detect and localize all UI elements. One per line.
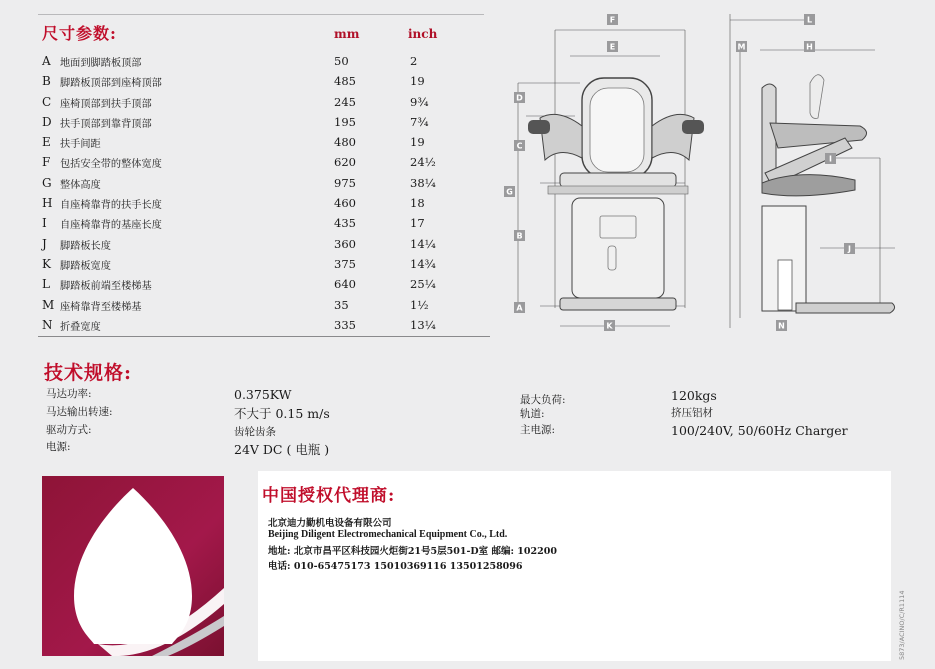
dimension-label: 脚踏板顶部到座椅顶部 xyxy=(60,78,162,90)
table-row xyxy=(42,296,482,316)
dimension-label: 座椅靠背至楼梯基 xyxy=(60,301,142,313)
table-row xyxy=(42,194,482,214)
power-label: 电源: xyxy=(46,441,71,453)
dimension-mm: 375 xyxy=(334,256,356,271)
dimension-inch: 1½ xyxy=(410,297,429,312)
dimension-inch: 13¼ xyxy=(410,317,436,332)
table-bottom-rule xyxy=(38,336,490,337)
dimension-inch: 14¼ xyxy=(410,236,436,251)
dimension-inch: 38¼ xyxy=(410,175,436,190)
motor-power-label: 马达功率: xyxy=(46,388,92,400)
dimension-inch: 25¼ xyxy=(410,277,436,292)
dimension-label: 自座椅靠背的扶手长度 xyxy=(60,200,162,212)
dimension-inch: 17 xyxy=(410,216,425,231)
mains-value: 100/240V, 50/60Hz Charger xyxy=(671,423,848,438)
dimension-key: I xyxy=(42,216,47,231)
dimension-mm: 640 xyxy=(334,277,356,292)
svg-text:G: G xyxy=(506,187,513,197)
dimension-mm: 975 xyxy=(334,175,356,190)
dimension-mm: 245 xyxy=(334,94,356,109)
table-row xyxy=(42,113,482,133)
table-row xyxy=(42,72,482,92)
stairlift-dimension-diagram xyxy=(500,8,920,338)
table-row xyxy=(42,174,482,194)
side-view-chair xyxy=(762,75,895,313)
table-top-rule xyxy=(38,14,484,15)
svg-text:D: D xyxy=(516,93,523,103)
dimension-inch: 19 xyxy=(410,74,425,89)
table-row xyxy=(42,133,482,153)
dimension-key: E xyxy=(42,135,51,150)
mains-label: 主电源: xyxy=(520,424,556,436)
dimension-inch: 14¾ xyxy=(410,256,436,271)
column-header-inch: inch xyxy=(408,27,438,41)
rail-label: 轨道: xyxy=(520,408,545,420)
dimension-inch: 7¾ xyxy=(410,114,429,129)
dimension-inch: 19 xyxy=(410,135,425,150)
dimension-mm: 360 xyxy=(334,236,356,251)
dealer-title: 中国授权代理商: xyxy=(262,486,396,506)
rail-value: 挤压铝材 xyxy=(671,407,713,419)
column-header-mm: mm xyxy=(334,27,360,41)
dimension-key: J xyxy=(42,236,47,251)
table-row xyxy=(42,275,482,295)
dimension-key: F xyxy=(42,155,51,170)
svg-text:F: F xyxy=(609,15,616,25)
svg-text:I: I xyxy=(829,154,832,164)
dimension-mm: 620 xyxy=(334,155,356,170)
svg-text:E: E xyxy=(609,42,616,52)
dimension-label: 脚踏板长度 xyxy=(60,240,111,252)
dimension-inch: 18 xyxy=(410,196,425,211)
drive-value: 齿轮齿条 xyxy=(234,426,276,438)
table-row xyxy=(42,153,482,173)
dimension-key: N xyxy=(42,317,53,332)
table-row xyxy=(42,316,482,336)
dimension-key: L xyxy=(42,277,50,292)
company-logo xyxy=(42,476,224,656)
front-view-chair xyxy=(528,78,704,310)
svg-text:H: H xyxy=(806,42,813,52)
dimension-key: B xyxy=(42,74,51,89)
table-row xyxy=(42,52,482,72)
dimension-key: M xyxy=(42,297,55,312)
dimension-inch: 9¾ xyxy=(410,94,429,109)
dimension-label: 座椅顶部到扶手顶部 xyxy=(60,98,152,110)
dimension-label: 包括安全带的整体宽度 xyxy=(60,159,162,171)
dimension-label: 整体高度 xyxy=(60,179,101,191)
svg-text:C: C xyxy=(516,141,523,151)
table-row xyxy=(42,214,482,234)
dimension-inch: 24½ xyxy=(410,155,436,170)
svg-text:K: K xyxy=(606,321,613,331)
document-code: 5873/ACINO/C/R1114 xyxy=(898,590,906,660)
dimension-key: H xyxy=(42,196,53,211)
specs-title: 技术规格: xyxy=(44,362,133,384)
dimension-mm: 50 xyxy=(334,54,349,68)
dimension-key: K xyxy=(42,256,51,271)
dealer-name-en: Beijing Diligent Electromechanical Equipment Co., Ltd. xyxy=(268,529,508,540)
max-load-value: 120kgs xyxy=(671,388,717,403)
table-row xyxy=(42,93,482,113)
motor-power-value: 0.375KW xyxy=(234,387,292,402)
dimension-key: A xyxy=(42,54,51,68)
svg-text:L: L xyxy=(806,15,813,25)
dealer-address: 地址: 北京市昌平区科技园火炬街21号5层501-D室 邮编: 102200 xyxy=(268,546,557,557)
dimension-mm: 480 xyxy=(334,135,356,150)
svg-text:A: A xyxy=(516,303,523,313)
dimension-label: 折叠宽度 xyxy=(60,321,101,333)
dimension-key: D xyxy=(42,114,52,129)
dimension-key: G xyxy=(42,175,52,190)
table-row xyxy=(42,235,482,255)
dimension-inch: 2 xyxy=(410,54,418,68)
output-speed-label: 马达输出转速: xyxy=(46,406,113,418)
dimension-label: 地面到脚踏板顶部 xyxy=(60,58,142,69)
svg-text:N: N xyxy=(778,321,785,331)
dimension-label: 扶手顶部到靠背顶部 xyxy=(60,118,152,130)
output-speed-value: 不大于 0.15 m/s xyxy=(234,406,330,421)
table-row xyxy=(42,255,482,275)
dimension-label: 脚踏板宽度 xyxy=(60,260,111,272)
dimension-key: C xyxy=(42,94,52,109)
dimensions-table xyxy=(42,52,482,336)
dimension-mm: 35 xyxy=(334,297,349,312)
power-value: 24V DC ( 电瓶 ) xyxy=(234,442,330,457)
dimension-label: 脚踏板前端至楼梯基 xyxy=(60,281,152,293)
max-load-label: 最大负荷: xyxy=(520,394,566,406)
dimensions-title: 尺寸参数: xyxy=(42,24,117,43)
svg-text:J: J xyxy=(848,244,851,254)
dimension-mm: 485 xyxy=(334,74,356,89)
dealer-phone: 电话: 010-65475173 15010369116 13501258096 xyxy=(268,561,523,572)
drive-label: 驱动方式: xyxy=(46,424,92,436)
dimension-label: 扶手间距 xyxy=(60,139,101,151)
dimension-mm: 435 xyxy=(334,216,356,231)
svg-text:B: B xyxy=(516,231,523,241)
dimension-mm: 195 xyxy=(334,114,356,129)
dimension-mm: 335 xyxy=(334,317,356,332)
svg-text:M: M xyxy=(737,42,746,52)
dealer-name-cn: 北京迪力勤机电设备有限公司 xyxy=(268,518,392,529)
dimension-label: 自座椅靠背的基座长度 xyxy=(60,220,162,232)
dimension-mm: 460 xyxy=(334,196,356,211)
